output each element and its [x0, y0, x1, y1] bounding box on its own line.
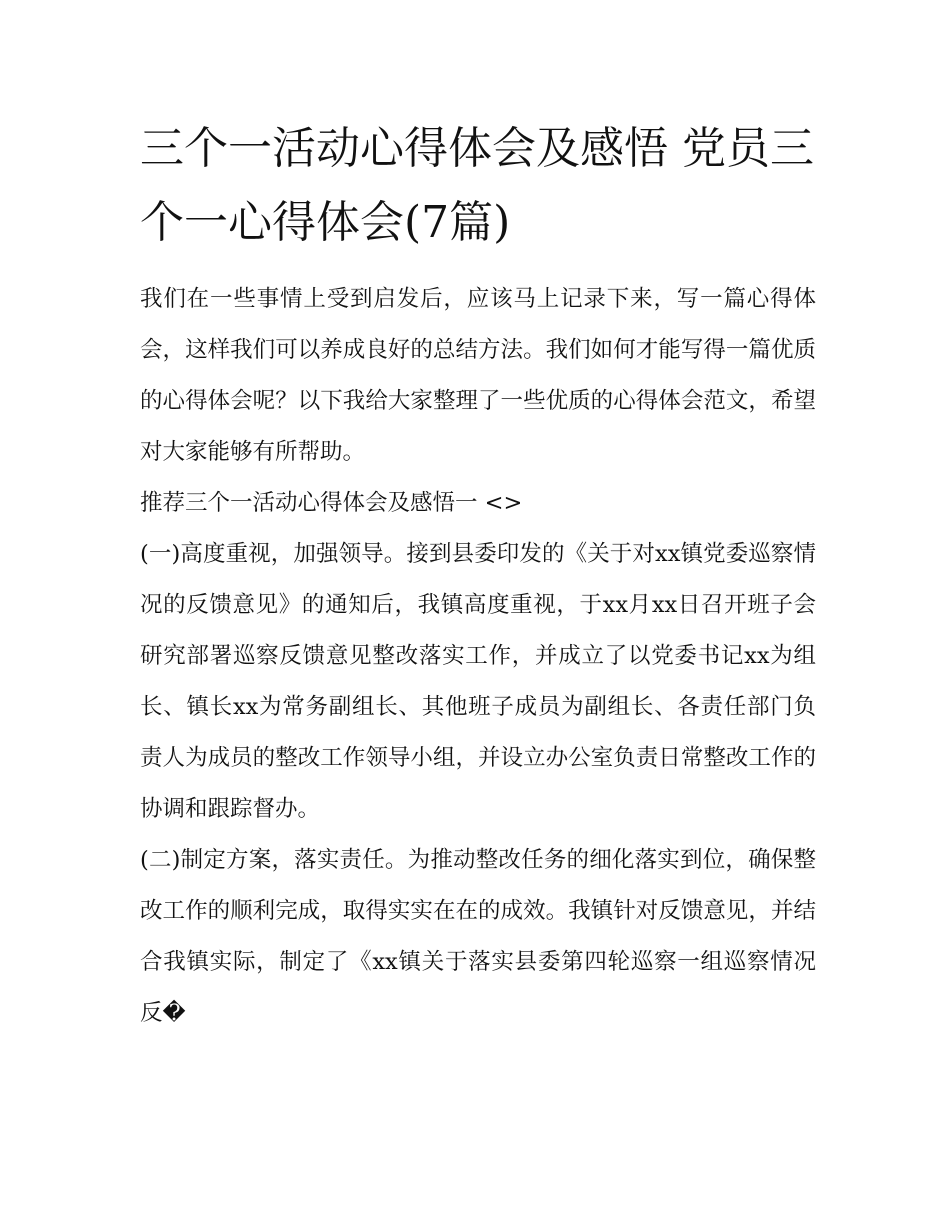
- body-paragraph-1: (一)高度重视，加强领导。接到县委印发的《关于对xx镇党委巡察情况的反馈意见》的通知后，我镇高度重视，于xx月xx日召开班子会研究部署巡察反馈意见整改落实工作，并成立了以党委书记xx为组长、镇长xx为常务副组长、其他班子成员为副组长、各责任部门负责人为成员的整改工作领导小组，并设立办公室负责日常整改工作的协调和跟踪督办。: [140, 541, 816, 822]
- document-title: 三个一活动心得体会及感悟 党员三个一心得体会(7篇): [140, 123, 814, 248]
- section-heading: 推荐三个一活动心得体会及感悟一 <>: [140, 490, 523, 516]
- document-body: [140, 112, 816, 1039]
- body-paragraph-2: (二)制定方案，落实责任。为推动整改任务的细化落实到位，确保整改工作的顺利完成，取得实实在在的成效。我镇针对反馈意见，并结合我镇实际，制定了《xx镇关于落实县委第四轮巡察一组巡察情况反�: [140, 847, 816, 1026]
- intro-paragraph: 我们在一些事情上受到启发后，应该马上记录下来，写一篇心得体会，这样我们可以养成良好的总结方法。我们如何才能写得一篇优质的心得体会呢？以下我给大家整理了一些优质的心得体会范文，希望对大家能够有所帮助。: [140, 286, 816, 465]
